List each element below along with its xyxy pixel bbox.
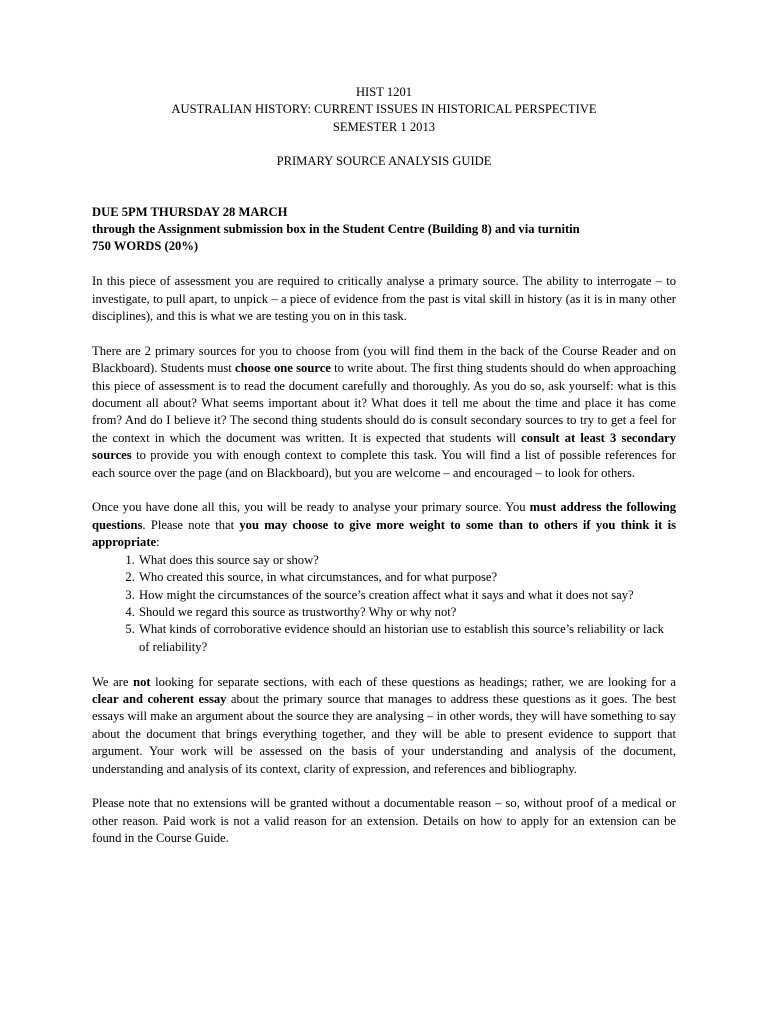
questions-list [92, 552, 676, 656]
due-block [92, 204, 676, 256]
text-run: looking for separate sections, with each of these questions as headings; rather, we are looking for a [150, 674, 677, 689]
course-code: HIST 1201 [355, 85, 413, 99]
text-run: about the primary source that manages to address these questions as it goes. The best essays will make an argument about the source they are analysing – in other words, they will have something to say about the document that brings everything together, and they will be able to present evidence to support that argument. Your work will be assessed on the basis of your understanding and analysis of the document, understanding and analysis of its context, clarity of expression, and references and bibliography. [92, 691, 676, 776]
list-item: 1. What does this source say or show? [138, 552, 676, 569]
text-run: to provide you with enough context to complete this task. You will find a list of possible references for each source over the page (and on Blackboard), but you are welcome – and encouraged – to look for others. [92, 448, 676, 480]
submission-info: through the Assignment submission box in the Student Centre (Building 8) and via turnitin [92, 222, 580, 237]
sources-paragraph [92, 343, 676, 482]
semester: SEMESTER 1 2013 [332, 119, 436, 134]
intro-paragraph: In this piece of assessment you are required to critically analyse a primary source. The ability to interrogate – to investigate, to pull apart, to unpick – a piece of evidence from the past is vital skill in history (as it is in many other disciplines), and this is what we are testing you on in this task. [92, 274, 676, 324]
text-run: Once you have done all this, you will be ready to analyse your primary source. You [92, 500, 530, 515]
emphasis-choose-one: choose one source [235, 361, 331, 376]
list-item: 2. Who created this source, in what circumstances, and for what purpose? [138, 569, 676, 586]
emphasis-must-address: must address the following questions [92, 500, 677, 532]
list-item: 3. How might the circumstances of the source’s creation affect what it says and what it does not say? [138, 587, 676, 604]
questions-intro-paragraph [92, 499, 676, 551]
guide-title: PRIMARY SOURCE ANALYSIS GUIDE [276, 154, 492, 169]
emphasis-clear-essay: clear and coherent essay [92, 691, 227, 706]
emphasis-secondary-sources: consult at least 3 secondary sources [92, 430, 677, 463]
course-title: AUSTRALIAN HISTORY: CURRENT ISSUES IN HISTORICAL PERSPECTIVE [171, 102, 597, 117]
text-run: to write about. The first thing students should do when approaching this piece of assessment is to read the document carefully and thoroughly. As you do so, ask yourself: what is this document all about? What seems important about it? What does it tell me about the time and place it has come from? And do I believe it? The second thing students should do is consult secondary sources to try to get a feel for the context in which the document was written. It is expected that students will [92, 361, 676, 445]
text-run: There are 2 primary sources for you to choose from (you will find them in the back of the Course Reader and on Blackboard). Students must [92, 343, 676, 376]
text-run: . Please note that [142, 517, 240, 532]
emphasis-more-weight: you may choose to give more weight to some than to others if you think it is appropriate [92, 517, 677, 550]
text-run: We are [92, 674, 134, 689]
word-count: 750 WORDS (20%) [92, 239, 199, 254]
list-item: 5. What kinds of corroborative evidence should an historian use to establish this source’s reliability or lack of reliability? [138, 621, 676, 656]
emphasis-not: not [133, 674, 151, 689]
document-page [92, 84, 676, 848]
extensions-paragraph: Please note that no extensions will be granted without a documentable reason – so, without proof of a medical or other reason. Paid work is not a valid reason for an extension. Details on how to apply for an extension can be found in the Course Guide. [92, 796, 676, 846]
text-run: : [156, 535, 160, 550]
due-date: DUE 5PM THURSDAY 28 MARCH [92, 204, 288, 219]
list-item: 4. Should we regard this source as trustworthy? Why or why not? [138, 604, 676, 621]
essay-paragraph [92, 674, 676, 778]
